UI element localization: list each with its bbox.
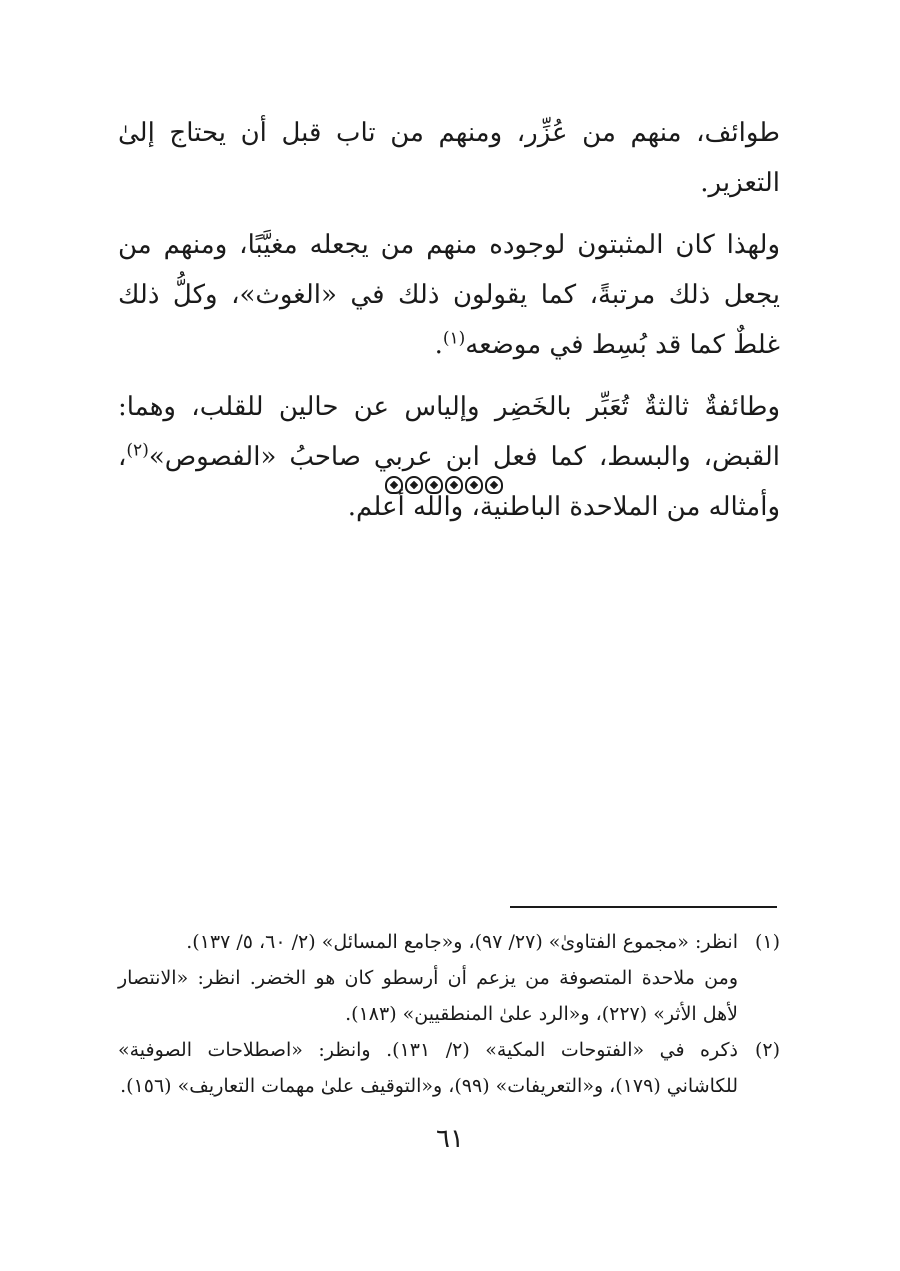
footnote-line: ذكره في «الفتوحات المكية» (٢/ ١٣١). وانظر: «اصطلاحات الصوفية» للكاشاني (١٧٩)، و«التعريفات» (٩٩)، و«التوقيف علىٰ مهمات التعاريف» (١٥٦).: [118, 1039, 738, 1097]
ornament-flower-icon: [445, 476, 463, 494]
footnote-body: [118, 924, 738, 1032]
footnote-ref-1[interactable]: (١): [442, 328, 466, 349]
floral-ornament-icon: [385, 476, 503, 494]
paragraph-1: طوائف، منهم من عُزِّر، ومنهم من تاب قبل أن يحتاج إلىٰ التعزير.: [118, 118, 780, 198]
ornament-flower-icon: [385, 476, 403, 494]
paragraph-2-end: .: [434, 330, 443, 360]
ornament-flower-icon: [465, 476, 483, 494]
ornament-flower-icon: [485, 476, 503, 494]
footnote-2: [118, 1032, 780, 1104]
page-number: ٦١: [436, 1124, 464, 1154]
footnote-ref-2[interactable]: (٢): [126, 440, 149, 461]
ornament-flower-icon: [405, 476, 423, 494]
body-text: [118, 108, 780, 532]
paragraph-3-text-1: وطائفةٌ ثالثةٌ تُعَبِّر بالخَضِر وإلياس عن حالين للقلب، وهما: القبض، والبسط، كما فعل ابن عربي صاحبُ «الفصوص»: [118, 392, 780, 472]
paragraph-3: [118, 382, 780, 532]
footnote-separator: [510, 906, 777, 908]
footnote-number: (٢): [754, 1039, 780, 1061]
footnote-number: (١): [754, 931, 780, 953]
ornament-flower-icon: [425, 476, 443, 494]
main-text-block: [118, 108, 780, 532]
footnote-line: ومن ملاحدة المتصوفة من يزعم أن أرسطو كان هو الخضر. انظر: «الانتصار لأهل الأثر» (٢٢٧)، و«الرد علىٰ المنطقيين» (١٨٣).: [118, 967, 738, 1025]
footnote-line: انظر: «مجموع الفتاوىٰ» (٢٧/ ٩٧)، و«جامع المسائل» (٢/ ٦٠، ٥/ ١٣٧).: [186, 931, 738, 953]
footnote-body: [118, 1032, 738, 1104]
paragraph-2: [118, 220, 780, 370]
paragraph-3-text-2: ، وأمثاله من الملاحدة الباطنية، والله أعلم.: [118, 442, 780, 522]
footnote-1: [118, 924, 780, 1032]
paragraph-2-text: ولهذا كان المثبتون لوجوده منهم من يجعله مغيَّبًا، ومنهم من يجعل ذلك مرتبةً، كما يقولون ذلك في «الغوث»، وكلُّ ذلك غلطٌ كما قد بُسِط في موضعه: [118, 230, 780, 360]
footnotes: [118, 924, 780, 1104]
